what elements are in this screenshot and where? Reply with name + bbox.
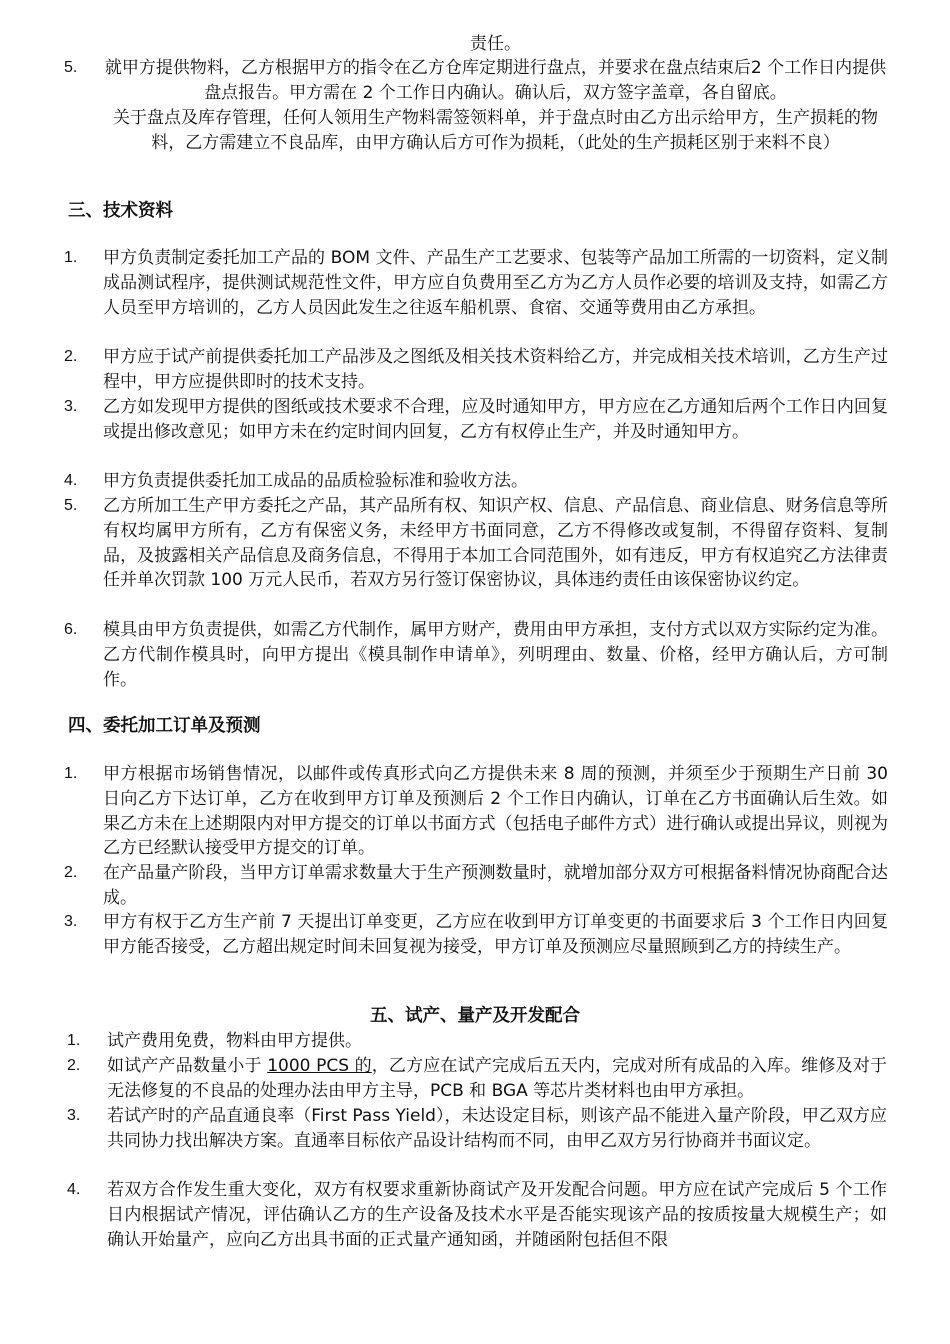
tech-clause-4: 甲方负责提供委托加工成品的品质检验标准和验收方法。 (103, 471, 528, 491)
section-4-title: 四、委托加工订单及预测 (68, 716, 261, 736)
trial-clause-2 (107, 1054, 887, 1104)
item-number: 2. (64, 348, 78, 365)
order-clause-1: 甲方根据市场销售情况，以邮件或传真形式向乙方提供未来 8 周的预测，并须至少于预期生产日前 30 日向乙方下达订单，乙方在收到甲方订单及预测后 2 个工作日内确认，订单在乙方书面确认后生效。如果乙方未在上述期限内对甲方提交的订单以书面方式（包括电子邮件方式）进行确认或提出异议，则视为乙方已经默认接受甲方提交的订单。 (103, 764, 888, 859)
tech-clause-3: 乙方如发现甲方提供的图纸或技术要求不合理，应及时通知甲方，甲方应在乙方通知后两个工作日内回复或提出修改意见；如甲方未在约定时间内回复，乙方有权停止生产，并及时通知甲方。 (103, 397, 888, 442)
order-clause-2: 在产品量产阶段，当甲方订单需求数量大于生产预测数量时，就增加部分双方可根据备料情况协商配合达成。 (103, 863, 888, 908)
item-number: 2. (64, 864, 78, 881)
tech-clause-5: 乙方所加工生产甲方委托之产品，其产品所有权、知识产权、信息、产品信息、商业信息、财务信息等所有权均属甲方所有，乙方有保密义务，未经甲方书面同意，乙方不得修改或复制，不得留存资料、复制品，及披露相关产品信息及商务信息，不得用于本加工合同范围外，如有违反，甲方有权追究乙方法律责任并单次罚款 100 万元人民币，若双方另行签订保密协议，具体违约责任由该保密协议约定。 (103, 496, 888, 591)
item-number: 3. (67, 1107, 81, 1124)
section-5-title: 五、试产、量产及开发配合 (370, 1006, 580, 1026)
tech-clause-6: 模具由甲方负责提供，如需乙方代制作，属甲方财产，费用由甲方承担，支付方式以双方实际约定为准。乙方代制作模具时，向甲方提出《模具制作申请单》，列明理由、数量、价格，经甲方确认后，方可制作。 (103, 620, 888, 690)
item-number: 4. (64, 472, 78, 489)
trial-clause-2-part-b: ，乙方应在试产完成后五天内，完成对所有成品的入库。维修及对于无法修复的不良品的处理办法由甲方主导，PCB 和 BGA 等芯片类材料也由甲方承担。 (107, 1056, 888, 1101)
item-number: 5. (64, 59, 78, 76)
inventory-note: 关于盘点及库存管理，任何人领用生产物料需签领料单，并于盘点时由乙方出示给甲方，生产损耗的物料，乙方需建立不良品库，由甲方确认后方可作为损耗，（此处的生产损耗区别于来料不良） (113, 108, 878, 153)
tech-clause-1: 甲方负责制定委托加工产品的 BOM 文件、产品生产工艺要求、包装等产品加工所需的一切资料，定义制成品测试程序，提供测试规范性文件，甲方应自负费用至乙方为乙方人员作必要的培训及支持，如需乙方人员至甲方培训的，乙方人员因此发生之往返车船机票、食宿、交通等费用由乙方承担。 (103, 248, 888, 318)
item-number: 4. (67, 1181, 81, 1198)
item-number: 1. (67, 1032, 81, 1049)
item-number: 3. (64, 398, 78, 415)
tech-clause-2: 甲方应于试产前提供委托加工产品涉及之图纸及相关技术资料给乙方，并完成相关技术培训，乙方生产过程中，甲方应提供即时的技术支持。 (103, 347, 888, 392)
item-number: 2. (67, 1057, 81, 1074)
inventory-clause: 就甲方提供物料，乙方根据甲方的指令在乙方仓库定期进行盘点，并要求在盘点结束后2 个工作日内提供盘点报告。甲方需在 2 个工作日内确认。确认后，双方签字盖章，各自留底。 (104, 58, 887, 103)
trial-clause-1: 试产费用免费，物料由甲方提供。 (107, 1031, 362, 1051)
trial-clause-3: 若试产时的产品直通良率（First Pass Yield），未达设定目标，则该产品不能进入量产阶段，甲乙双方应共同协力找出解决方案。直通率目标依产品设计结构而不同，由甲乙双方另行协商并书面议定。 (107, 1106, 887, 1151)
item-number: 6. (64, 621, 78, 638)
continued-fragment: 责任。 (470, 34, 521, 54)
section-3-title: 三、技术资料 (68, 201, 173, 221)
item-number: 5. (64, 497, 78, 514)
trial-clause-2-part-a: 如试产产品数量小于 (107, 1056, 268, 1076)
item-number: 1. (64, 249, 78, 266)
trial-clause-4: 若双方合作发生重大变化，双方有权要求重新协商试产及开发配合问题。甲方应在试产完成后 5 个工作日内根据试产情况，评估确认乙方的生产设备及技术水平是否能实现该产品的按质按量大规模生产；如确认开始量产，应向乙方出具书面的正式量产通知函，并随函附包括但不限 (107, 1180, 887, 1250)
order-clause-3: 甲方有权于乙方生产前 7 天提出订单变更，乙方应在收到甲方订单变更的书面要求后 3 个工作日内回复甲方能否接受，乙方超出规定时间未回复视为接受，甲方订单及预测应尽量照顾到乙方的持续生产。 (103, 912, 888, 957)
item-number: 3. (64, 913, 78, 930)
item-number: 1. (64, 765, 78, 782)
quantity-underlined: 1000 PCS 的 (267, 1056, 372, 1076)
